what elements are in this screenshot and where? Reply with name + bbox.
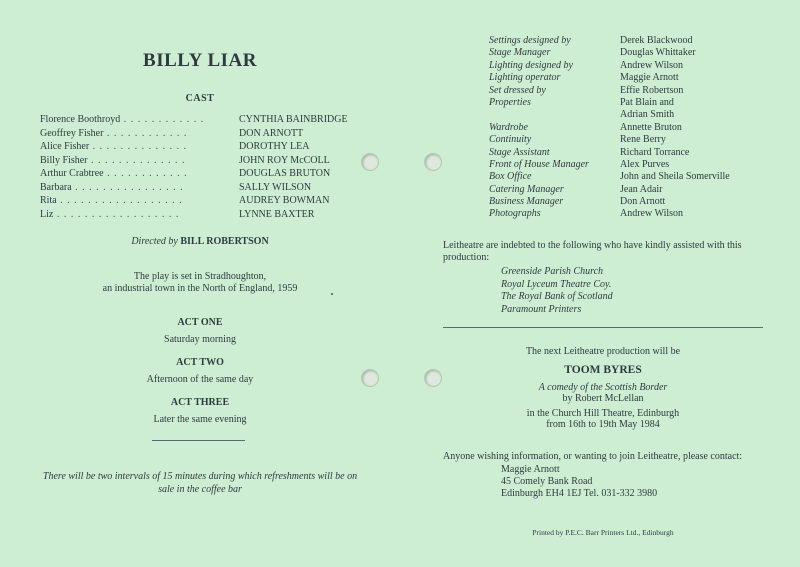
cast-actor: DON ARNOTT bbox=[239, 127, 304, 139]
crew-name: Andrew Wilson bbox=[620, 59, 684, 71]
acknowledgement-intro-1: Leitheatre are indebted to the following who have kindly assisted with this bbox=[443, 240, 742, 251]
crew-role: Set dressed by bbox=[489, 84, 546, 96]
crew-row bbox=[489, 60, 789, 72]
crew-row bbox=[489, 147, 789, 159]
cast-role: Barbara bbox=[40, 181, 72, 193]
act-two-heading: ACT TWO bbox=[176, 357, 224, 368]
crew-name: Don Arnott bbox=[620, 196, 666, 208]
leader-dots: . . . . . . . . . . . . . . . . bbox=[71, 181, 184, 193]
crew-role: Wardrobe bbox=[489, 121, 528, 133]
crew-role: Box Office bbox=[489, 171, 532, 183]
cast-role: Liz bbox=[40, 208, 54, 220]
crew-row bbox=[489, 159, 789, 171]
cast-actor: DOROTHY LEA bbox=[239, 141, 310, 152]
cast-actor: CYNTHIA BAINBRIDGE bbox=[239, 114, 348, 125]
crew-name: Effie Robertson bbox=[620, 84, 684, 96]
crew-name: Annette Bruton bbox=[620, 121, 682, 133]
binding-hole bbox=[425, 154, 441, 170]
next-production-title: TOOM BYRES bbox=[564, 364, 642, 376]
act-one-heading: ACT ONE bbox=[177, 317, 223, 328]
acknowledgement-item: Greenside Parish Church bbox=[501, 266, 604, 277]
next-production-dates: from 16th to 19th May 1984 bbox=[546, 419, 660, 430]
divider-rule bbox=[152, 440, 245, 441]
leader-dots: . . . . . . . . . . . . bbox=[103, 127, 188, 139]
setting-line-1: The play is set in Stradhoughton, bbox=[133, 271, 267, 282]
leader-dots: . . . . . . . . . . . . bbox=[120, 114, 205, 125]
next-production-author: by Robert McLellan bbox=[562, 393, 644, 404]
cast-row bbox=[40, 195, 370, 209]
contact-intro: Anyone wishing information, or wanting to join Leitheatre, please contact: bbox=[443, 451, 743, 462]
leader-dots: . . . . . . . . . . . . bbox=[103, 168, 188, 179]
cast-role: Rita bbox=[40, 195, 57, 206]
crew-row bbox=[489, 122, 789, 134]
crew-row bbox=[489, 134, 789, 146]
act-three-time: Later the same evening bbox=[153, 414, 247, 425]
crew-name: Alex Purves bbox=[620, 158, 670, 170]
cast-row bbox=[40, 168, 370, 182]
setting-line-2: an industrial town in the North of England, 1959 bbox=[102, 283, 298, 294]
crew-role: Front of House Manager bbox=[489, 158, 589, 170]
printer-credit: Printed by P.E.C. Barr Printers Ltd., Edinburgh bbox=[532, 528, 674, 537]
contact-address-1: 45 Comely Bank Road bbox=[501, 475, 593, 487]
acknowledgement-item: Paramount Printers bbox=[501, 303, 582, 315]
leader-dots: . . . . . . . . . . . . . . . . . . bbox=[53, 208, 180, 220]
cast-row bbox=[40, 141, 370, 155]
crew-name: Derek Blackwood bbox=[620, 35, 693, 46]
acknowledgement-list bbox=[501, 266, 613, 316]
cast-row bbox=[40, 155, 370, 169]
act-two-time: Afternoon of the same day bbox=[146, 374, 254, 385]
crew-row bbox=[489, 171, 789, 183]
cast-row bbox=[40, 128, 370, 142]
crew-role: Continuity bbox=[489, 134, 532, 146]
cast-row bbox=[40, 114, 370, 128]
intervals-line-1: There will be two intervals of 15 minutes during which refreshments will be on bbox=[42, 471, 358, 482]
acknowledgement-item: The Royal Bank of Scotland bbox=[501, 291, 613, 302]
binding-hole bbox=[362, 370, 378, 386]
contact-name: Maggie Arnott bbox=[501, 464, 560, 475]
act-three-heading: ACT THREE bbox=[170, 397, 230, 408]
crew-row bbox=[489, 72, 789, 84]
cast-list bbox=[40, 114, 370, 222]
leader-dots: . . . . . . . . . . . . . . bbox=[87, 154, 186, 166]
director-credit bbox=[40, 236, 360, 247]
cast-actor: AUDREY BOWMAN bbox=[239, 195, 330, 206]
cast-actor: JOHN ROY McCOLL bbox=[239, 154, 330, 166]
crew-row bbox=[489, 184, 789, 196]
intervals-line-2: sale in the coffee bar bbox=[158, 484, 242, 495]
cast-row bbox=[40, 209, 370, 223]
binding-hole bbox=[425, 370, 441, 386]
crew-role: Stage Assistant bbox=[489, 146, 550, 158]
crew-row bbox=[489, 97, 789, 122]
binding-hole bbox=[362, 154, 378, 170]
acknowledgement-item: Royal Lyceum Theatre Coy. bbox=[501, 278, 612, 290]
cast-role: Arthur Crabtree bbox=[40, 168, 104, 179]
crew-role: Settings designed by bbox=[489, 35, 571, 46]
next-production-subtitle: A comedy of the Scottish Border bbox=[538, 382, 668, 393]
crew-name: Jean Adair bbox=[620, 183, 663, 195]
crew-role: Properties bbox=[489, 96, 531, 108]
cast-heading: CAST bbox=[185, 93, 215, 104]
crew-row bbox=[489, 196, 789, 208]
play-title: BILLY LIAR bbox=[143, 50, 257, 71]
cast-actor: SALLY WILSON bbox=[239, 181, 312, 193]
crew-list bbox=[489, 35, 789, 221]
crew-name: Andrew Wilson bbox=[620, 208, 684, 220]
leader-dots: . . . . . . . . . . . . . . . . . . bbox=[56, 195, 183, 206]
crew-role: Business Manager bbox=[489, 196, 564, 208]
act-one-time: Saturday morning bbox=[164, 334, 236, 345]
stray-mark bbox=[331, 293, 333, 295]
crew-name: Pat Blain and Adrian Smith bbox=[620, 96, 675, 121]
crew-name: Douglas Whittaker bbox=[620, 47, 696, 59]
section-rule bbox=[443, 327, 763, 328]
director-name: BILL ROBERTSON bbox=[180, 236, 269, 247]
cast-role: Geoffrey Fisher bbox=[40, 127, 104, 139]
contact-block bbox=[501, 464, 657, 499]
crew-role: Catering Manager bbox=[489, 183, 564, 195]
next-production-venue: in the Church Hill Theatre, Edinburgh bbox=[526, 408, 680, 419]
cast-row bbox=[40, 182, 370, 196]
leader-dots: . . . . . . . . . . . . . . bbox=[89, 141, 188, 152]
crew-row bbox=[489, 47, 789, 59]
contact-address-2: Edinburgh EH4 1EJ Tel. 031-332 3980 bbox=[501, 487, 658, 499]
crew-role: Lighting designed by bbox=[489, 59, 573, 71]
crew-role: Stage Manager bbox=[489, 47, 551, 59]
directed-by-label: Directed by bbox=[131, 236, 178, 247]
cast-actor: LYNNE BAXTER bbox=[239, 208, 315, 220]
crew-role: Lighting operator bbox=[489, 72, 561, 84]
next-production-intro: The next Leitheatre production will be bbox=[525, 346, 681, 357]
acknowledgement-intro-2: production: bbox=[443, 252, 490, 263]
crew-row bbox=[489, 35, 789, 47]
cast-actor: DOUGLAS BRUTON bbox=[239, 168, 331, 179]
crew-row bbox=[489, 208, 789, 220]
crew-name: Richard Torrance bbox=[620, 146, 690, 158]
cast-role: Florence Boothroyd bbox=[40, 114, 121, 125]
crew-name: Maggie Arnott bbox=[620, 72, 679, 84]
cast-role: Alice Fisher bbox=[40, 141, 90, 152]
crew-name: John and Sheila Somerville bbox=[620, 171, 730, 183]
crew-role: Photographs bbox=[489, 208, 541, 220]
crew-name: Rene Berry bbox=[620, 134, 666, 146]
cast-role: Billy Fisher bbox=[40, 154, 88, 166]
crew-row bbox=[489, 85, 789, 97]
